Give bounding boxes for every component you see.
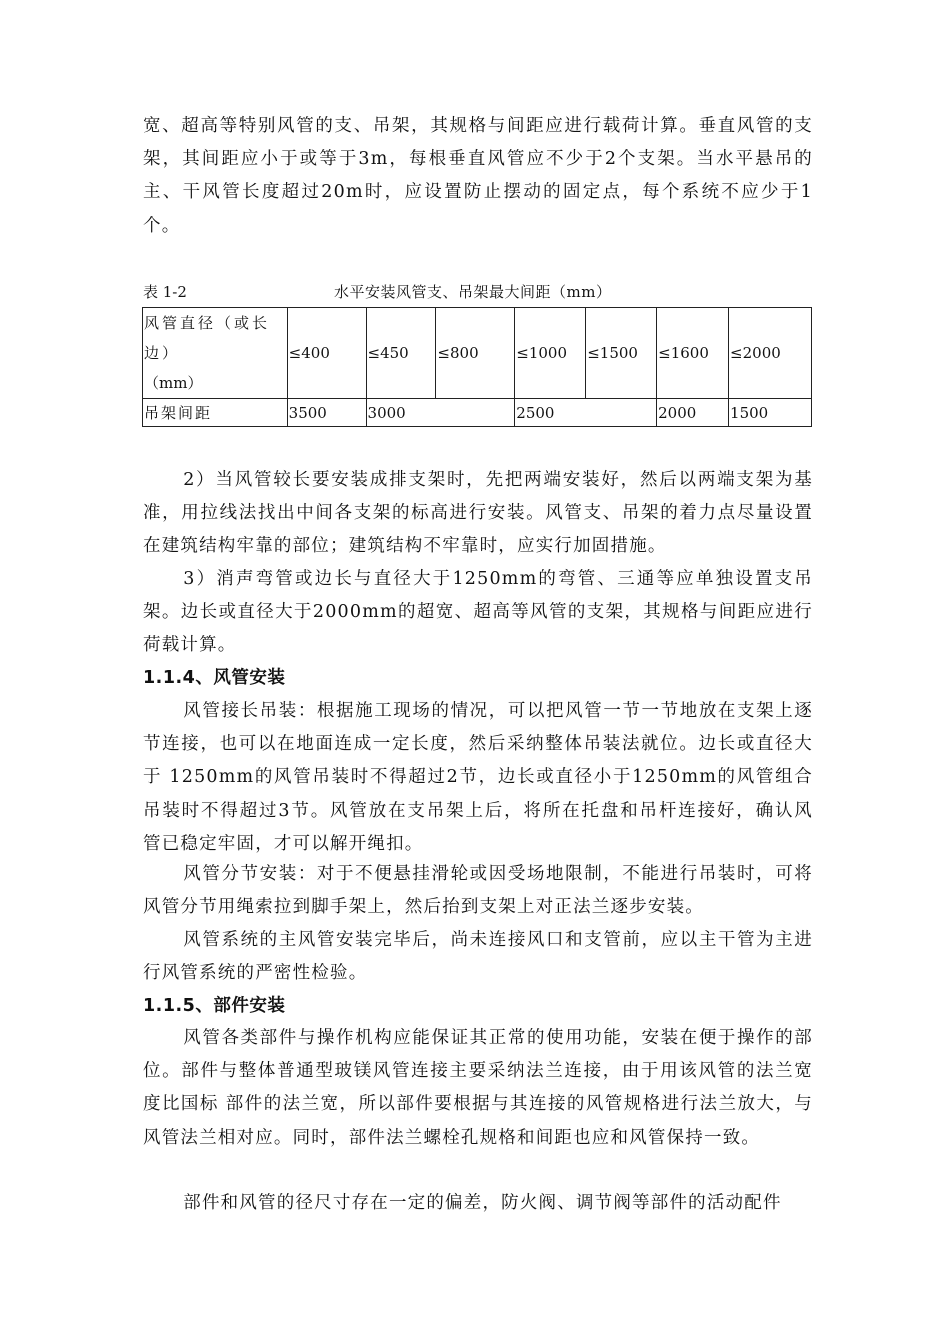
section-heading-component-install: 1.1.5、部件安装 <box>143 996 286 1016</box>
header-cell: ≤2000 <box>729 308 812 399</box>
header-cell: ≤1500 <box>586 308 657 399</box>
data-cell: 3000 <box>366 399 515 427</box>
header-line-1: 风管直径（或长 <box>144 314 271 332</box>
paragraph-hoisting: 风管接长吊装：根据施工现场的情况，可以把风管一节一节地放在支架上逐节连接，也可以在地面连成一定长度，然后采纳整体吊装法就位。边长或直径大于 1250mm的风管吊装时不得超过2节，边长或直径小于1250mm的风管组合吊装时不得超过3节。风管放在支吊架上后，将所在托盘和吊杆连接好，确认风 管已稳定牢固，才可以解开绳扣。 <box>143 701 813 854</box>
paragraph-deviation: 部件和风管的径尺寸存在一定的偏差，防火阀、调节阀等部件的活动配件 <box>183 1193 782 1213</box>
table-header-row <box>143 308 812 399</box>
header-cell: ≤1600 <box>657 308 729 399</box>
table-title: 水平安装风管支、吊架最大间距（mm） <box>334 283 612 301</box>
header-line-3: （mm） <box>144 374 203 392</box>
paragraph-airtightness: 风管系统的主风管安装完毕后，尚未连接风口和支管前，应以主干管为主进行风管系统的严密性检验。 <box>143 930 813 984</box>
paragraph-support-spacing: 宽、超高等特别风管的支、吊架，其规格与间距应进行载荷计算。垂直风管的支 架，其间距应小于或等于3m，每根垂直风管应不少于2个支架。当水平悬吊的主、干风管长度超过20m时，应设置防止摆动的固定点，每个系统不应少于1个。 <box>143 116 813 236</box>
header-cell: ≤450 <box>366 308 436 399</box>
header-cell: ≤800 <box>436 308 515 399</box>
table-data-row <box>143 399 812 427</box>
header-cell: ≤1000 <box>515 308 586 399</box>
row-label-cell: 吊架间距 <box>143 399 288 427</box>
data-cell: 2500 <box>515 399 657 427</box>
data-cell: 2000 <box>657 399 729 427</box>
data-cell: 3500 <box>287 399 366 427</box>
section-heading-duct-install: 1.1.4、风管安装 <box>143 668 286 688</box>
header-cell-diameter <box>143 308 288 399</box>
table-label: 表 1-2 <box>143 283 187 301</box>
header-line-2: 边） <box>144 344 181 362</box>
data-cell: 1500 <box>729 399 812 427</box>
paragraph-item-2: 2）当风管较长要安装成排支架时，先把两端安装好，然后以两端支架为基准，用拉线法找出中间各支架的标高进行安装。风管支、吊架的着力点尽量设置在建筑结构牢靠的部位；建筑结构不牢靠时，应实行加固措施。 <box>143 470 813 557</box>
paragraph-section-install: 风管分节安装：对于不便悬挂滑轮或因受场地限制，不能进行吊装时，可将风管分节用绳索拉到脚手架上，然后抬到支架上对正法兰逐步安装。 <box>143 864 813 918</box>
header-cell: ≤400 <box>287 308 366 399</box>
paragraph-components: 风管各类部件与操作机构应能保证其正常的使用功能，安装在便于操作的部位。部件与整体普通型玻镁风管连接主要采纳法兰连接，由于用该风管的法兰宽度比国标 部件的法兰宽，所以部件要根据与其连接的风管规格进行法兰放大，与风管法兰相对应。同时，部件法兰螺栓孔规格和间距也应和风管保持一致。 <box>143 1028 813 1148</box>
spacing-table <box>142 307 812 427</box>
paragraph-item-3: 3）消声弯管或边长与直径大于1250mm的弯管、三通等应单独设置支吊架。边长或直径大于2000mm的超宽、超高等风管的支架，其规格与间距应进行荷载计算。 <box>143 569 813 656</box>
